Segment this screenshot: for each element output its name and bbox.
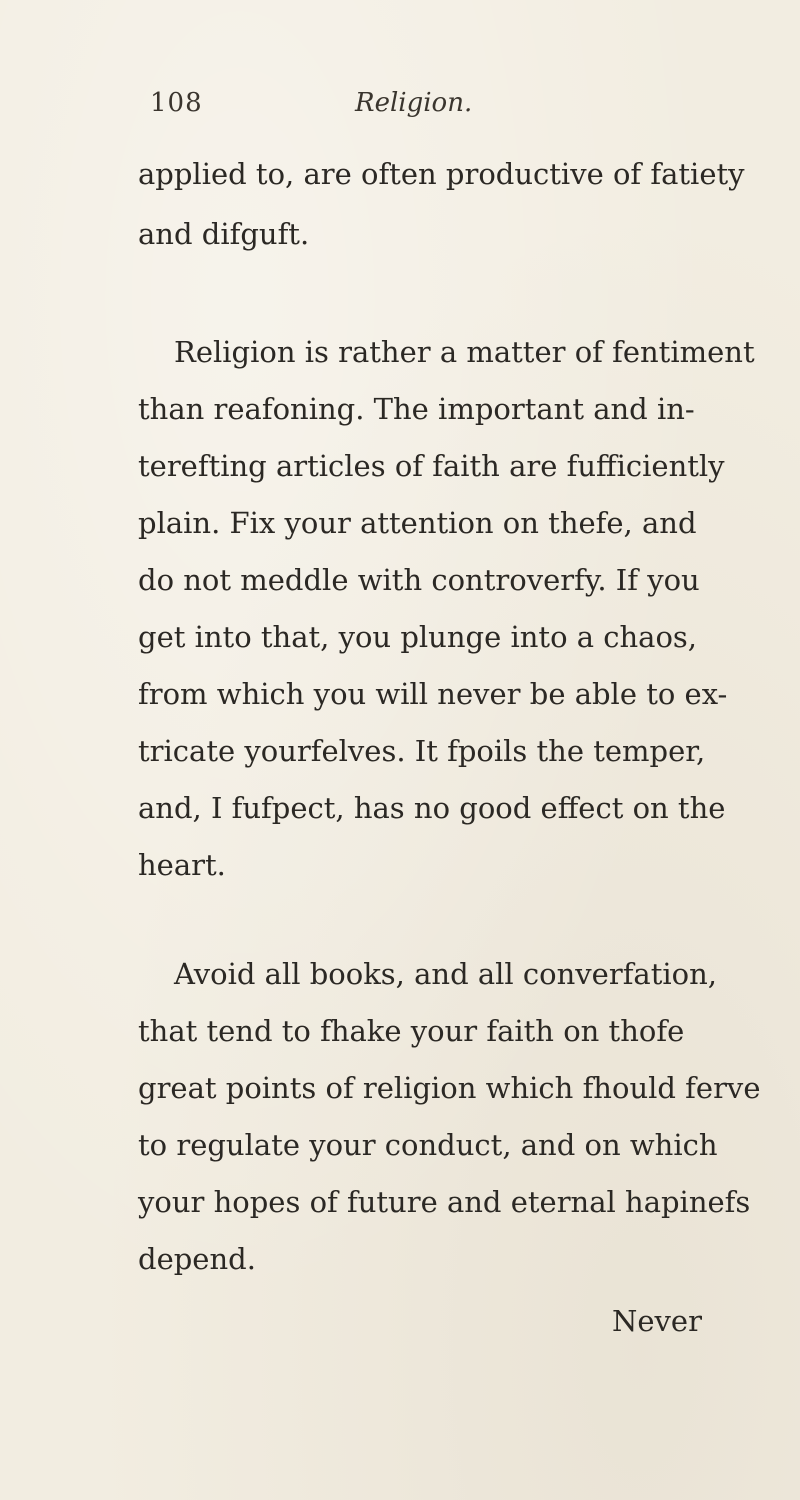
text-line: and, I fufpect, has no good effect on the xyxy=(138,791,726,825)
text-line: that tend to fhake your faith on thofe xyxy=(138,1014,685,1048)
text-line: terefting articles of faith are fufficiently xyxy=(138,449,725,483)
text-line: your hopes of future and eternal hapinefs xyxy=(138,1185,751,1219)
text-line: and difguft. xyxy=(138,217,310,251)
text-line: tricate yourfelves. It fpoils the temper, xyxy=(138,734,706,768)
text-line: Avoid all books, and all converfation, xyxy=(174,957,717,991)
catchword: Never xyxy=(612,1304,702,1338)
text-line: than reafoning. The important and in- xyxy=(138,392,695,426)
text-line: depend. xyxy=(138,1242,256,1276)
text-line: Religion is rather a matter of fentiment xyxy=(174,335,755,369)
text-line: from which you will never be able to ex- xyxy=(138,677,728,711)
text-line: great points of religion which fhould ferve xyxy=(138,1071,761,1105)
page-number: 108 xyxy=(150,88,203,118)
running-head: Religion. xyxy=(355,88,473,118)
text-line: do not meddle with controverfy. If you xyxy=(138,563,700,597)
text-line: plain. Fix your attention on thefe, and xyxy=(138,506,697,540)
text-line: get into that, you plunge into a chaos, xyxy=(138,620,698,654)
text-line: applied to, are often productive of fatiety xyxy=(138,157,745,191)
page-header xyxy=(150,88,710,128)
text-line: heart. xyxy=(138,848,226,882)
text-line: to regulate your conduct, and on which xyxy=(138,1128,718,1162)
